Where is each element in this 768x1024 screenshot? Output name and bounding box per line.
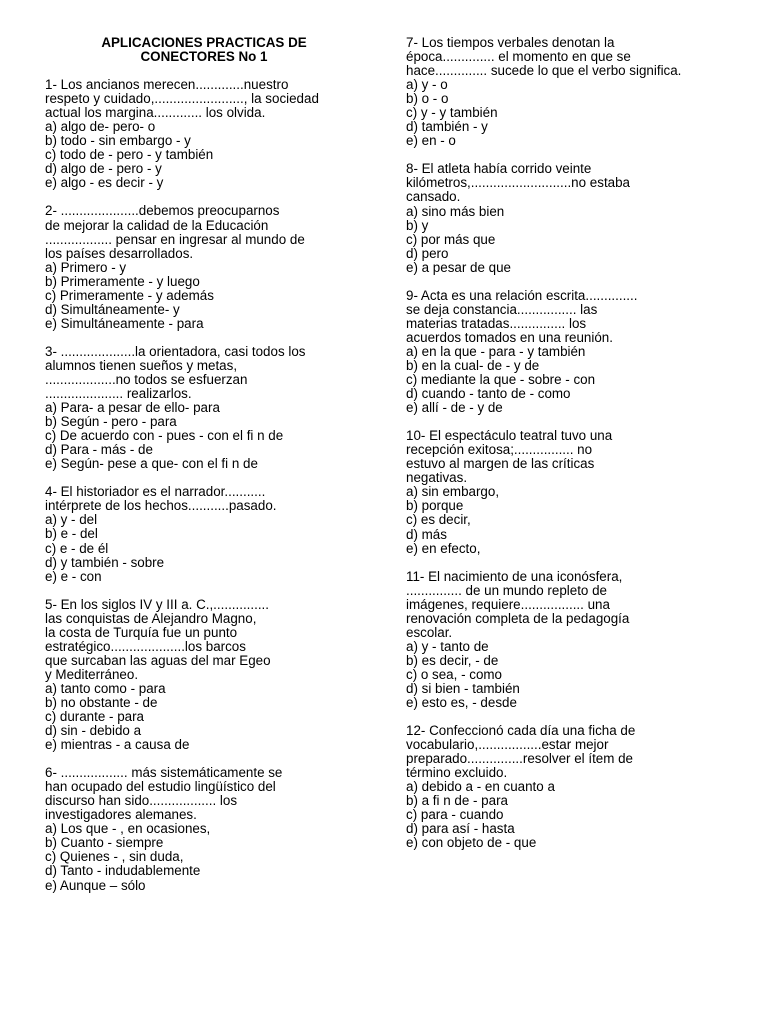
answer-option: a) y - del (45, 512, 98, 528)
answer-option: b) Primeramente - y luego (45, 273, 200, 289)
answer-option: d) cuando - tanto de - como (406, 386, 571, 402)
question-text-line: acuerdos tomados en una reunión. (406, 329, 613, 345)
question-text-line: 8- El atleta había corrido veinte (406, 161, 592, 177)
left-column (45, 36, 370, 907)
answer-option: a) y - o (406, 77, 448, 93)
question-text-line: han ocupado del estudio lingüístico del (45, 779, 276, 795)
question-text-line: término excluido. (406, 765, 508, 781)
answer-option: b) porque (406, 498, 464, 514)
answer-option: c) Quienes - , sin duda, (45, 849, 184, 865)
answer-option: b) todo - sin embargo - y (45, 133, 191, 149)
question-text-line: vocabulario,.................estar mejor (406, 737, 609, 753)
answer-option: b) o - o (406, 91, 449, 107)
answer-option: e) en efecto, (406, 540, 481, 556)
answer-option: d) pero (406, 245, 449, 261)
question-text-line: investigadores alemanes. (45, 807, 197, 823)
question-text-line: que surcaban las aguas del mar Egeo (45, 652, 271, 668)
answer-option: e) mientras - a causa de (45, 737, 190, 753)
answer-option: e) esto es, - desde (406, 695, 517, 711)
question-text-line: 3- ....................la orientadora, casi todos los (45, 343, 306, 359)
answer-option: c) Primeramente - y además (45, 287, 214, 303)
question-text-line: 5- En los siglos IV y III a. C.,............... (45, 596, 269, 612)
answer-option: c) para - cuando (406, 807, 504, 823)
question-12 (406, 724, 736, 850)
question-text-line: la costa de Turquía fue un punto (45, 624, 238, 640)
question-text-line: los países desarrollados. (45, 245, 194, 261)
answer-option: d) si bien - también (406, 680, 520, 696)
question-text-line: renovación completa de la pedagogía (406, 610, 630, 626)
question-text-line: escolar. (406, 624, 453, 640)
question-6 (45, 766, 370, 892)
answer-option: c) e - de él (45, 540, 109, 556)
answer-option: c) durante - para (45, 709, 144, 725)
answer-option: d) Para - más - de (45, 442, 153, 458)
answer-option: b) no obstante - de (45, 694, 158, 710)
question-text-line: respeto y cuidado,........................, la sociedad (45, 91, 319, 107)
question-text-line: 6- .................. más sistemáticamente se (45, 765, 283, 781)
answer-option: b) Según - pero - para (45, 414, 177, 430)
question-text-line: discurso han sido.................. los (45, 793, 238, 809)
question-9 (406, 289, 736, 415)
answer-option: e) con objeto de - que (406, 835, 537, 851)
question-text-line: preparado...............resolver el ítem de (406, 751, 634, 767)
answer-option: d) más (406, 526, 447, 542)
answer-option: a) Los que - , en ocasiones, (45, 821, 211, 837)
question-text-line: las conquistas de Alejandro Magno, (45, 610, 257, 626)
right-column (406, 36, 736, 864)
answer-option: a) y - tanto de (406, 638, 489, 654)
question-text-line: 1- Los ancianos merecen.............nuestro (45, 77, 289, 93)
answer-option: a) sin embargo, (406, 484, 500, 500)
question-text-line: 4- El historiador es el narrador........... (45, 484, 266, 500)
answer-option: c) por más que (406, 231, 496, 247)
answer-option: a) Para- a pesar de ello- para (45, 400, 220, 416)
question-text-line: actual los margina............. los olvida. (45, 105, 266, 121)
answer-option: b) e - del (45, 526, 98, 542)
question-text-line: 11- El nacimiento de una iconósfera, (406, 568, 623, 584)
answer-option: d) Tanto - indudablemente (45, 863, 201, 879)
question-text-line: 10- El espectáculo teatral tuvo una (406, 428, 613, 444)
question-text-line: de mejorar la calidad de la Educación (45, 217, 269, 233)
answer-option: c) De acuerdo con - pues - con el fi n de (45, 428, 284, 444)
answer-option: d) y también - sobre (45, 554, 165, 570)
question-5 (45, 598, 370, 753)
question-4 (45, 485, 370, 583)
answer-option: a) sino más bien (406, 203, 505, 219)
question-text-line: ..................... realizarlos. (45, 386, 192, 402)
question-text-line: kilómetros,...........................no estaba (406, 175, 631, 191)
question-10 (406, 429, 736, 555)
answer-option: b) a fi n de - para (406, 793, 508, 809)
question-8 (406, 162, 736, 274)
answer-option: a) en la que - para - y también (406, 343, 586, 359)
question-text-line: cansado. (406, 189, 461, 205)
title-line-1: APLICACIONES PRACTICAS DE (101, 35, 307, 50)
answer-option: c) todo de - pero - y también (45, 147, 214, 163)
title-line-2: CONECTORES No 1 (140, 49, 268, 65)
answer-option: b) y (406, 217, 429, 233)
question-text-line: ............... de un mundo repleto de (406, 582, 607, 598)
question-11 (406, 570, 736, 710)
answer-option: e) algo - es decir - y (45, 175, 164, 191)
answer-option: d) sin - debido a (45, 723, 142, 739)
question-text-line: negativas. (406, 470, 468, 486)
question-text-line: .................. pensar en ingresar al mundo de (45, 231, 305, 247)
answer-option: e) en - o (406, 133, 456, 149)
question-text-line: 7- Los tiempos verbales denotan la (406, 35, 615, 50)
question-text-line: alumnos tienen sueños y metas, (45, 357, 238, 373)
question-text-line: época.............. el momento en que se (406, 49, 631, 65)
right-question-list (406, 36, 736, 850)
answer-option: a) algo de- pero- o (45, 119, 156, 135)
question-text-line: 2- .....................debemos preocuparnos (45, 203, 280, 219)
question-text-line: y Mediterráneo. (45, 666, 139, 682)
question-2 (45, 204, 370, 330)
question-text-line: intérprete de los hechos...........pasado. (45, 498, 277, 514)
answer-option: c) o sea, - como (406, 666, 502, 682)
question-text-line: 12- Confeccionó cada día una ficha de (406, 723, 636, 739)
question-text-line: imágenes, requiere................. una (406, 596, 610, 612)
answer-option: e) e - con (45, 568, 102, 584)
answer-option: c) y - y también (406, 105, 498, 121)
question-text-line: 9- Acta es una relación escrita.............. (406, 287, 638, 303)
answer-option: d) para así - hasta (406, 821, 515, 837)
answer-option: b) es decir, - de (406, 652, 499, 668)
question-7 (406, 36, 736, 148)
question-text-line: hace.............. sucede lo que el verbo significa. (406, 63, 682, 79)
answer-option: a) Primero - y (45, 259, 127, 275)
document-title (45, 36, 363, 64)
answer-option: c) es decir, (406, 512, 471, 528)
question-text-line: recepción exitosa;................ no (406, 442, 593, 458)
answer-option: e) a pesar de que (406, 259, 511, 275)
question-text-line: estratégico....................los barcos (45, 638, 246, 654)
answer-option: e) Aunque – sólo (45, 877, 146, 893)
answer-option: a) debido a - en cuanto a (406, 779, 555, 795)
question-3 (45, 345, 370, 471)
answer-option: e) Simultáneamente - para (45, 315, 204, 331)
answer-option: d) también - y (406, 119, 488, 135)
answer-option: c) mediante la que - sobre - con (406, 372, 596, 388)
question-text-line: materias tratadas............... los (406, 315, 587, 331)
answer-option: b) Cuanto - siempre (45, 835, 164, 851)
answer-option: a) tanto como - para (45, 680, 166, 696)
answer-option: b) en la cual- de - y de (406, 357, 540, 373)
question-text-line: estuvo al margen de las críticas (406, 456, 595, 472)
left-question-list (45, 78, 370, 892)
answer-option: e) Según- pese a que- con el fi n de (45, 456, 258, 472)
answer-option: d) Simultáneamente- y (45, 301, 180, 317)
question-1 (45, 78, 370, 190)
answer-option: d) algo de - pero - y (45, 161, 162, 177)
answer-option: e) allí - de - y de (406, 400, 503, 416)
question-text-line: ...................no todos se esfuerzan (45, 371, 248, 387)
question-text-line: se deja constancia................ las (406, 301, 598, 317)
